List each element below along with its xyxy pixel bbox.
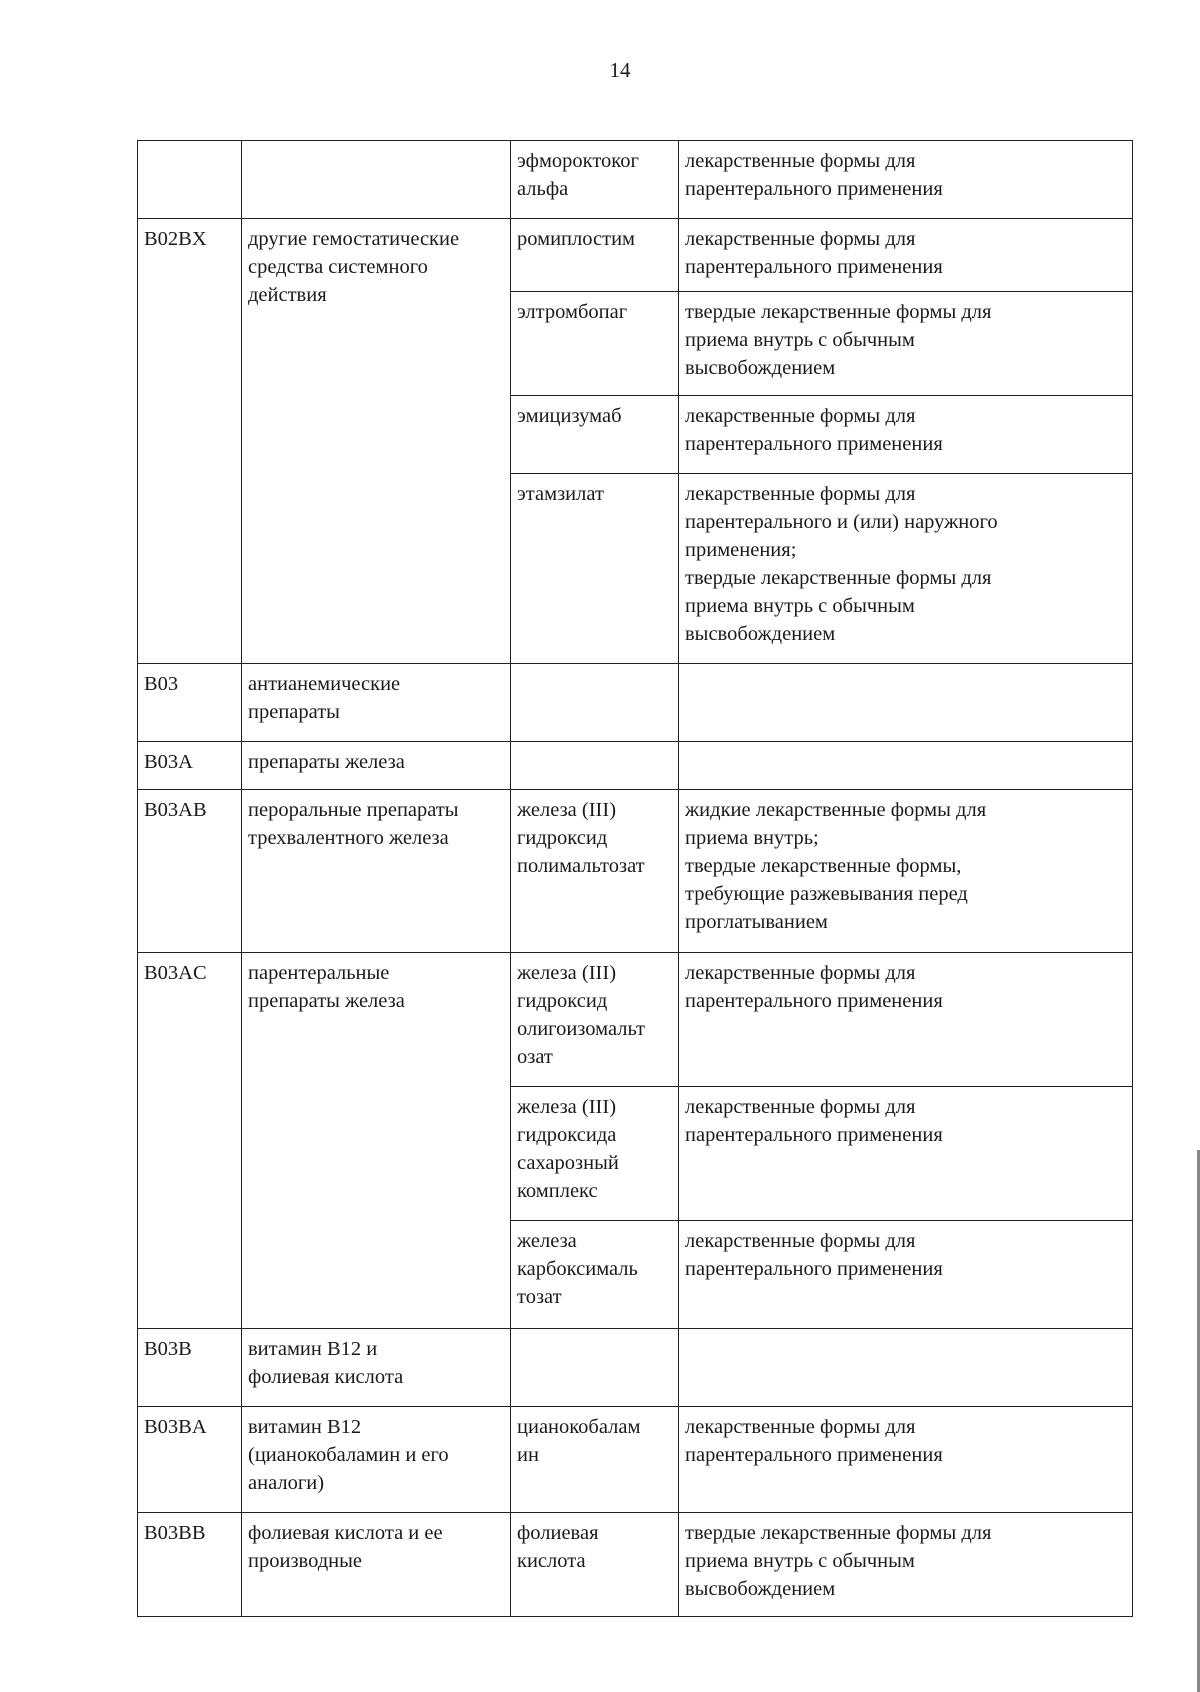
drug-name-cell: элтромбопаг [511, 292, 679, 396]
drug-name-cell: ромиплостим [511, 219, 679, 292]
drug-name-cell: цианокобалам ин [511, 1407, 679, 1513]
dosage-form-cell: лекарственные формы для парентерального применения [679, 219, 1133, 292]
dosage-form-cell [679, 1329, 1133, 1407]
table-row [138, 1329, 1133, 1407]
atc-code-cell: B03AB [138, 790, 242, 953]
group-name-cell: витамин B12 (цианокобаламин и его аналоги) [242, 1407, 511, 1513]
drug-name-cell: железа (III) гидроксид олигоизомальт озат [511, 953, 679, 1087]
page-number: 14 [609, 58, 631, 82]
dosage-form-cell: жидкие лекарственные формы для приема внутрь; твердые лекарственные формы, требующие разжевывания перед проглатыванием [679, 790, 1133, 953]
drug-name-cell: этамзилат [511, 474, 679, 664]
dosage-form-cell: лекарственные формы для парентерального применения [679, 1221, 1133, 1329]
table-row [138, 790, 1133, 953]
group-name-cell: антианемические препараты [242, 664, 511, 742]
atc-code-cell: B03A [138, 742, 242, 790]
drug-name-cell [511, 742, 679, 790]
table-row [138, 953, 1133, 1087]
group-name-cell: фолиевая кислота и ее производные [242, 1513, 511, 1617]
atc-code-cell: B03B [138, 1329, 242, 1407]
drug-name-cell: железа (III) гидроксида сахарозный комплекс [511, 1087, 679, 1221]
table-row [138, 742, 1133, 790]
group-name-cell: витамин B12 и фолиевая кислота [242, 1329, 511, 1407]
dosage-form-cell: твердые лекарственные формы для приема внутрь с обычным высвобождением [679, 292, 1133, 396]
group-name-cell: пероральные препараты трехвалентного железа [242, 790, 511, 953]
drug-name-cell: железа (III) гидроксид полимальтозат [511, 790, 679, 953]
drug-name-cell: фолиевая кислота [511, 1513, 679, 1617]
atc-code-cell: B03AC [138, 953, 242, 1329]
group-name-cell: парентеральные препараты железа [242, 953, 511, 1329]
atc-code-cell: B03 [138, 664, 242, 742]
table-row [138, 1513, 1133, 1617]
drug-name-cell: железа карбоксималь тозат [511, 1221, 679, 1329]
table-row [138, 141, 1133, 219]
table-row [138, 219, 1133, 292]
dosage-form-cell: лекарственные формы для парентерального применения [679, 1087, 1133, 1221]
drug-name-cell [511, 664, 679, 742]
dosage-form-cell: лекарственные формы для парентерального и (или) наружного применения; твердые лекарственные формы для приема внутрь с обычным высвобождением [679, 474, 1133, 664]
dosage-form-cell: лекарственные формы для парентерального применения [679, 1407, 1133, 1513]
atc-code-cell [138, 141, 242, 219]
dosage-form-cell [679, 742, 1133, 790]
dosage-form-cell: лекарственные формы для парентерального применения [679, 141, 1133, 219]
medication-table [137, 140, 1133, 1617]
table-row [138, 1407, 1133, 1513]
drug-name-cell: эмицизумаб [511, 396, 679, 474]
drug-name-cell: эфмороктоког альфа [511, 141, 679, 219]
dosage-form-cell: лекарственные формы для парентерального применения [679, 953, 1133, 1087]
atc-code-cell: B03BA [138, 1407, 242, 1513]
group-name-cell: другие гемостатические средства системного действия [242, 219, 511, 664]
dosage-form-cell: твердые лекарственные формы для приема внутрь с обычным высвобождением [679, 1513, 1133, 1617]
atc-code-cell: B03BB [138, 1513, 242, 1617]
group-name-cell [242, 141, 511, 219]
group-name-cell: препараты железа [242, 742, 511, 790]
drug-name-cell [511, 1329, 679, 1407]
dosage-form-cell [679, 664, 1133, 742]
table-row [138, 664, 1133, 742]
atc-code-cell: B02BX [138, 219, 242, 664]
dosage-form-cell: лекарственные формы для парентерального применения [679, 396, 1133, 474]
